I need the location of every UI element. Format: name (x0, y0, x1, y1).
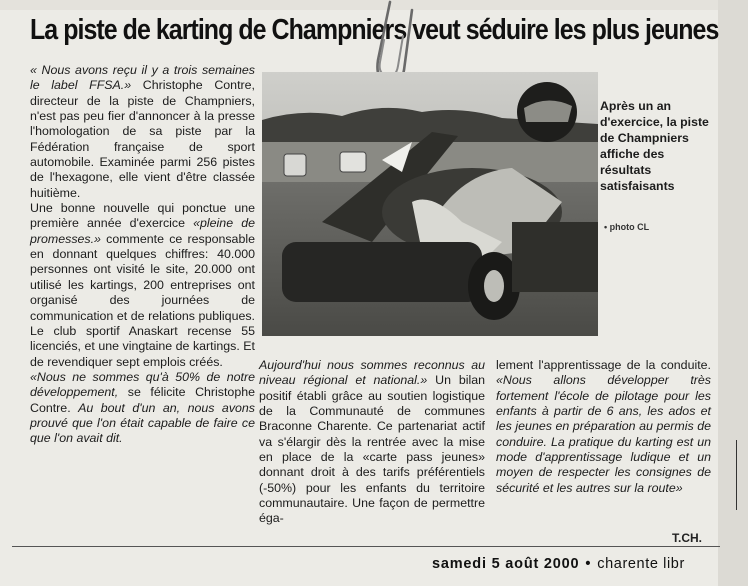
quote-bout-d-un-an: Au bout d'un an, nous avons prouvé que l'on était capable de faire ce que l'on avait dit. (30, 400, 256, 446)
article-column-1 (30, 63, 255, 447)
paragraph-1 (30, 63, 255, 201)
paragraph-2-text-a: Une bonne nouvelle qui ponctue une première année d'exercice (30, 201, 255, 231)
paragraph-3-text: se félicite Christophe Contre. (30, 385, 255, 415)
article-column-2 (259, 358, 485, 527)
author-signature: T.CH. (672, 531, 702, 545)
paragraph-2 (30, 201, 255, 370)
quote-ffsa: « Nous avons reçu il y a trois semaines le label FFSA.» (30, 63, 255, 93)
karting-photo-illustration (262, 72, 598, 336)
paragraph-5 (496, 358, 711, 496)
paragraph-1-text: Christophe Contre, directeur de la piste de Champniers, n'est pas peu fier d'annoncer à la presse l'homologation de sa piste par la Fédération française de sport automobile. Examinée parmi 256 pistes de l'hexagone, elle vient d'être classée huitième. (30, 78, 255, 200)
adjacent-box-edge (736, 440, 748, 510)
footer-rule (12, 546, 720, 547)
photo-caption: Après un an d'exercice, la piste de Champniers affiche des résultats satisfaisants (600, 99, 709, 193)
quote-developpement: «Nous ne sommes qu'à 50% de notre développement, (30, 369, 255, 400)
issue-date: samedi 5 août 2000 (432, 556, 580, 572)
quote-ecole-pilotage: «Nous allons développer très fortement l'école de pilotage pour les enfants à partir de 6 ans, les ados et les jeunes en préparation au permis de conduire. La pratique du karting est un mode d'apprentissage ludique et un moyen de respecter les consignes de sécurité et les autres sur la route» (496, 373, 711, 495)
paragraph-4-text: Un bilan positif établi grâce au soutien logistique de la Communauté de communes Braconne Charente. Ce partenariat actif va s'élargir dès la rentrée avec la mise en place de la «carte pass jeunes» donnant droit à des tarifs préférentiels (-50%) pour les enfants du territoire communautaire. Une façon de permettre éga- (259, 373, 486, 526)
article-column-3 (496, 358, 711, 496)
article-headline: La piste de karting de Champniers veut séduire les plus jeunes (30, 14, 719, 46)
paragraph-3 (30, 370, 255, 447)
footer-separator: • (585, 556, 592, 572)
paragraph-5-text: lement l'apprentissage de la conduite. (496, 358, 711, 372)
quote-promesses: «pleine de promesses.» (30, 216, 255, 246)
photo-credit: • photo CL (604, 222, 650, 232)
paragraph-2-text-b: commente ce responsable en donnant quelques chiffres: 40.000 personnes ont visité le site, 20.000 ont utilisé les kartings, 200 entreprises ont organisé des journées de communication et de relations publiques. Le club sportif Anaskart recense 55 licenciés, et une vingtaine de kartings. Et de revendiquer sept emplois créés. (30, 231, 255, 369)
paragraph-4 (259, 358, 485, 527)
quote-reconnus: Aujourd'hui nous sommes reconnus au niveau régional et national.» (259, 358, 485, 388)
karting-photo (262, 72, 598, 336)
newspaper-name: charente libr (597, 556, 685, 572)
page-footer (432, 556, 685, 572)
